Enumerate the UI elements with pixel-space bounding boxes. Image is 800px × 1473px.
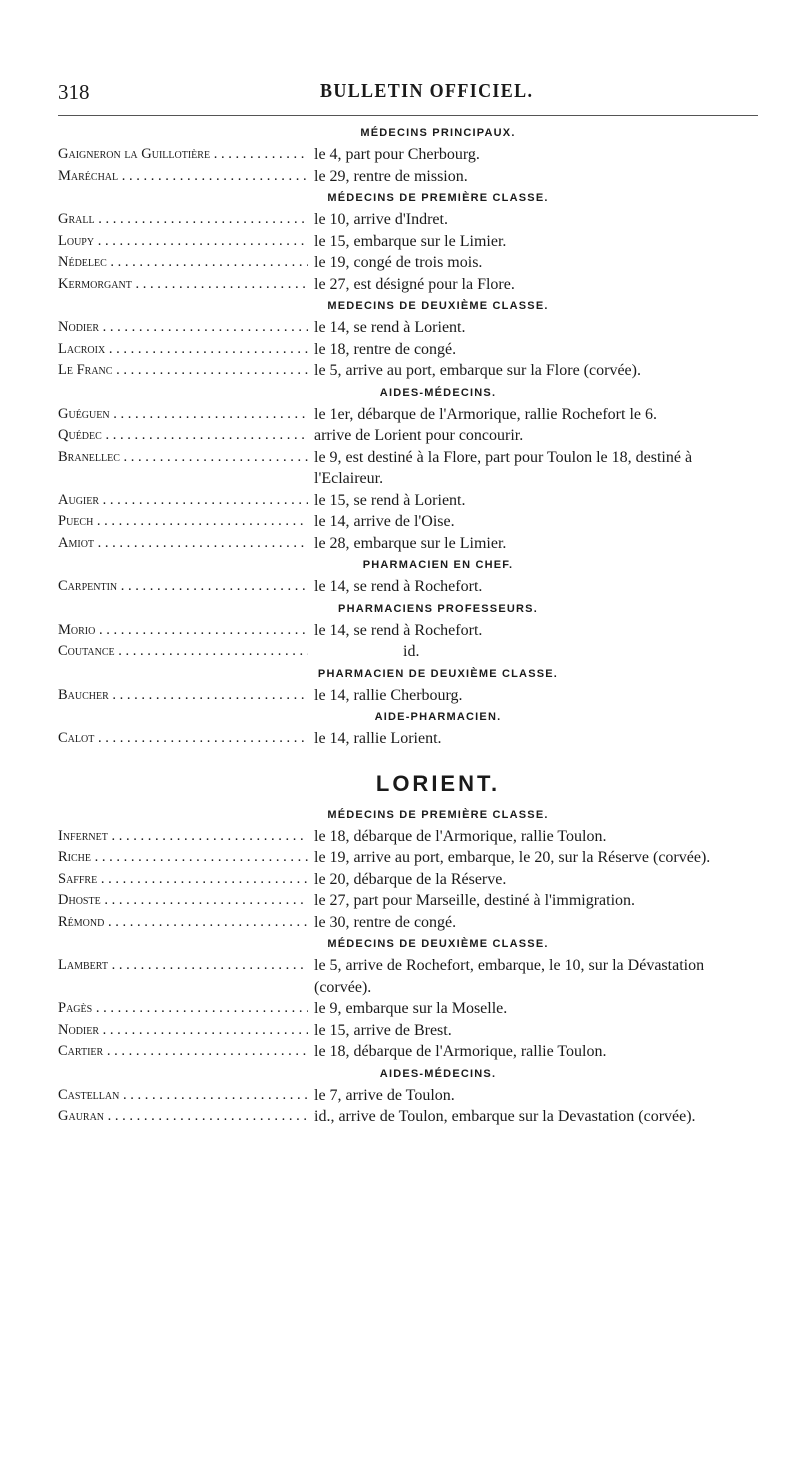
entry-name: Augier . . . [58, 490, 308, 512]
entry-text: le 19, congé de trois mois. [314, 254, 483, 271]
section-heading: AIDE-PHARMACIEN. [374, 711, 502, 723]
entry-row [58, 890, 758, 912]
entry-name: Carpentin . . . [58, 576, 308, 598]
entry-text: le 29, rentre de mission. [314, 167, 468, 185]
entry-row [58, 1085, 758, 1107]
entry-text: le 18, rentre de congé. [314, 340, 457, 358]
entry-text: le 14, se rend à Rochefort. [314, 621, 483, 639]
entry-name: Rémond . . . [58, 912, 308, 934]
entry-text: le 15, arrive de Brest. [314, 1021, 452, 1039]
entry-name: Gaigneron la Guillotière . . . [58, 144, 308, 166]
entry-row [58, 533, 758, 555]
entry-row [58, 425, 758, 447]
entry-name: Branellec . . . [58, 447, 308, 469]
entry-text: le 20, débarque de la Réserve. [314, 870, 507, 888]
entry-text: le 27, est désigné pour la Flore. [314, 275, 515, 293]
entry-name: Amiot . . . [58, 533, 308, 555]
page-number: 318 [58, 80, 90, 104]
section-heading: MÉDECINS DE DEUXIÈME CLASSE. [327, 938, 549, 950]
entry-row [58, 998, 758, 1020]
entry-name: Baucher . . . [58, 685, 308, 707]
entry-text: le 14, se rend à Rochefort. [314, 578, 483, 595]
entry-text: le 18, débarque de l'Armorique, rallie Toulon. [314, 827, 607, 845]
entry-row [58, 511, 758, 533]
entry-row [58, 339, 758, 361]
entry-row [58, 955, 758, 998]
entry-name: Riche . . . [58, 847, 308, 869]
section-heading: AIDES-MÉDECINS. [379, 386, 497, 399]
entry-name: Pagès . . . [58, 998, 308, 1020]
section-heading: MÉDECINS DE PREMIÈRE CLASSE. [327, 192, 549, 204]
entry-text: le 19, arrive au port, embarque, le 20, sur la Réserve (corvée). [314, 849, 711, 866]
entry-row [58, 317, 758, 339]
entry-row [58, 274, 758, 296]
entry-name: Nodier . . . [58, 1020, 308, 1042]
entry-name: Lacroix . . . [58, 339, 308, 361]
entry-name: Le Franc . . . [58, 360, 308, 382]
section-heading: PHARMACIEN DE DEUXIÈME CLASSE. [317, 667, 559, 680]
entry-row [58, 641, 758, 663]
entry-name: Morio . . . [58, 620, 308, 642]
entry-row [58, 1020, 758, 1042]
entry-text: le 15, embarque sur le Limier. [314, 232, 507, 250]
section-heading: MÉDECINS PRINCIPAUX. [360, 127, 516, 139]
entry-text: le 1er, débarque de l'Armorique, rallie Rochefort le 6. [314, 405, 657, 423]
entry-row [58, 447, 758, 490]
entry-row [58, 209, 758, 231]
section-heading: PHARMACIEN EN CHEF. [362, 559, 514, 571]
entry-row [58, 252, 758, 274]
entry-name: Nédelec . . . [58, 252, 308, 274]
entry-text: le 14, rallie Cherbourg. [314, 686, 463, 704]
entry-text: arrive de Lorient pour concourir. [314, 427, 524, 444]
section-heading: MEDECINS DE DEUXIÈME CLASSE. [327, 300, 549, 312]
entry-text: le 14, arrive de l'Oise. [314, 513, 455, 530]
entry-name: Guéguen . . . [58, 404, 308, 426]
entry-text: le 27, part pour Marseille, destiné à l'immigration. [314, 892, 636, 909]
entry-name: Maréchal . . . [58, 166, 308, 188]
entry-text: le 5, arrive de Rochefort, embarque, le 10, sur la Dévastation (corvée). [314, 957, 705, 996]
entry-row [58, 728, 758, 750]
entry-text: id., arrive de Toulon, embarque sur la Devastation (corvée). [314, 1108, 696, 1125]
entry-name: Grall . . . [58, 209, 308, 231]
entry-text: le 4, part pour Cherbourg. [314, 146, 480, 163]
entry-row [58, 912, 758, 934]
brest-section [58, 122, 758, 1128]
entry-text: le 28, embarque sur le Limier. [314, 534, 507, 552]
entry-name: Gauran . . . [58, 1106, 308, 1128]
entry-text: le 14, rallie Lorient. [314, 730, 442, 747]
entry-text: le 9, est destiné à la Flore, part pour Toulon le 18, destiné à l'Eclaireur. [314, 448, 693, 487]
page-header [58, 80, 758, 110]
entry-name: Saffre . . . [58, 869, 308, 891]
entry-row [58, 869, 758, 891]
entry-name: Lambert . . . [58, 955, 308, 977]
entry-text: le 15, se rend à Lorient. [314, 491, 466, 509]
entry-name: Nodier . . . [58, 317, 308, 339]
entry-row [58, 576, 758, 598]
entry-row [58, 826, 758, 848]
entry-name: Calot . . . [58, 728, 308, 750]
entry-row [58, 166, 758, 188]
entry-name: Quédec . . . [58, 425, 308, 447]
entry-name: Infernet . . . [58, 826, 308, 848]
entry-text: id. [403, 643, 420, 660]
entry-text: le 9, embarque sur la Moselle. [314, 1000, 508, 1017]
entry-row [58, 1041, 758, 1063]
entry-row [58, 360, 758, 382]
entry-name: Coutance . . . [58, 641, 308, 663]
entry-row [58, 144, 758, 166]
entry-text: le 30, rentre de congé. [314, 913, 457, 931]
entry-row [58, 685, 758, 707]
entry-name: Kermorgant . . . [58, 274, 308, 296]
entry-name: Loupy . . . [58, 231, 308, 253]
section-heading: PHARMACIENS PROFESSEURS. [338, 602, 538, 615]
running-title: BULLETIN OFFICIEL. [320, 80, 534, 102]
section-heading: AIDES-MÉDECINS. [379, 1067, 497, 1080]
entry-row [58, 620, 758, 642]
entry-text: le 5, arrive au port, embarque sur la Flore (corvée). [314, 362, 641, 379]
entry-row [58, 231, 758, 253]
entry-name: Cartier . . . [58, 1041, 308, 1063]
entry-text: le 10, arrive d'Indret. [314, 211, 448, 228]
entry-name: Dhoste . . . [58, 890, 308, 912]
entry-row [58, 404, 758, 426]
entry-name: Castellan . . . [58, 1085, 308, 1107]
entry-text: le 7, arrive de Toulon. [314, 1086, 455, 1104]
entry-name: Puech . . . [58, 511, 308, 533]
entry-text: le 14, se rend à Lorient. [314, 319, 466, 336]
entry-row [58, 1106, 758, 1128]
entry-row [58, 490, 758, 512]
entry-text: le 18, débarque de l'Armorique, rallie Toulon. [314, 1043, 607, 1060]
entry-row [58, 847, 758, 869]
section-heading: MÉDECINS DE PREMIÈRE CLASSE. [327, 808, 549, 821]
city-heading: LORIENT. [375, 770, 501, 796]
header-rule [58, 115, 758, 116]
